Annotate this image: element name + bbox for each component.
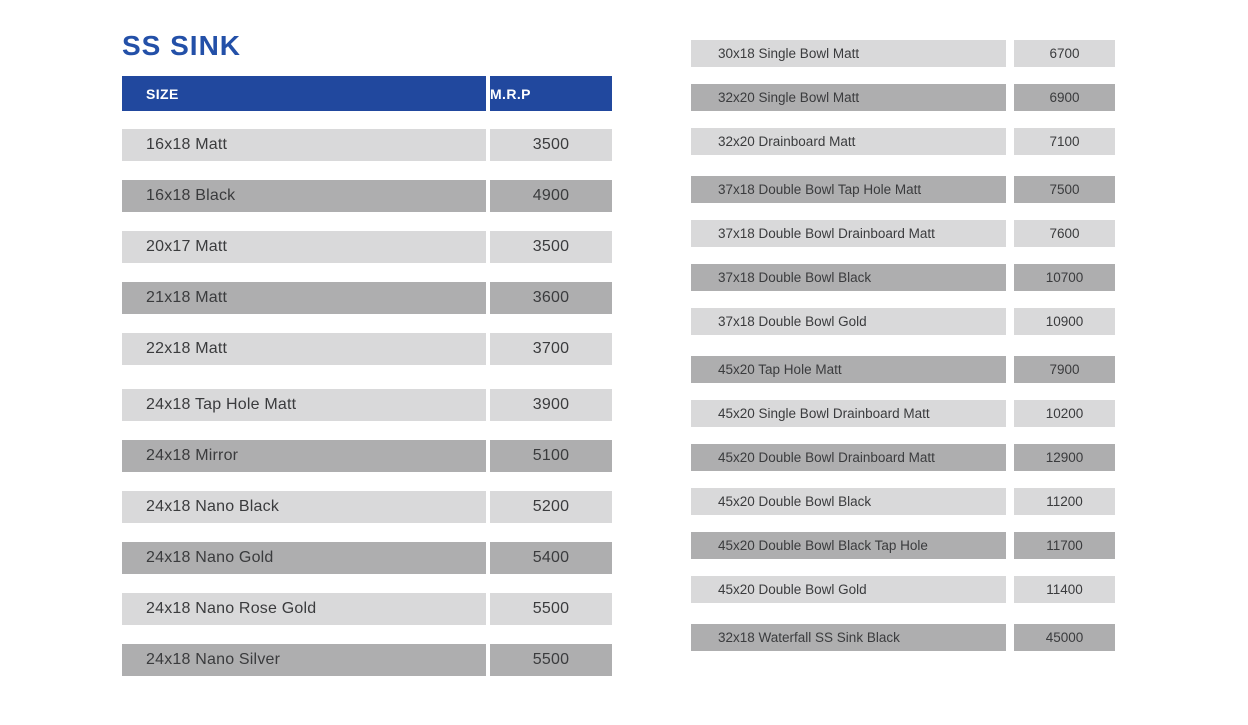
size-cell: 32x20 Drainboard Matt [691,128,1006,155]
price-cell: 4900 [490,180,612,212]
size-cell: 37x18 Double Bowl Drainboard Matt [691,220,1006,247]
table-row [691,264,1115,291]
row-group [691,624,1115,651]
size-cell: 32x18 Waterfall SS Sink Black [691,624,1006,651]
price-cell: 10200 [1014,400,1115,427]
table-row [691,532,1115,559]
price-cell: 11200 [1014,488,1115,515]
size-cell: 37x18 Double Bowl Gold [691,308,1006,335]
price-cell: 11700 [1014,532,1115,559]
table-row [691,576,1115,603]
price-cell: 3500 [490,231,612,263]
size-cell: 24x18 Tap Hole Matt [122,389,486,421]
table-row [691,444,1115,471]
table-row [691,220,1115,247]
left-column [122,30,612,695]
table-row [691,400,1115,427]
size-cell: 45x20 Single Bowl Drainboard Matt [691,400,1006,427]
size-cell: 20x17 Matt [122,231,486,263]
row-group [691,40,1115,155]
price-cell: 3500 [490,129,612,161]
table-row [691,624,1115,651]
price-cell: 5500 [490,644,612,676]
page-title: SS SINK [122,30,242,61]
price-cell: 3900 [490,389,612,421]
size-cell: 32x20 Single Bowl Matt [691,84,1006,111]
table-row [122,542,612,574]
price-cell: 6700 [1014,40,1115,67]
table-row [122,231,612,263]
table-row [122,644,612,676]
price-cell: 3700 [490,333,612,365]
price-cell: 7500 [1014,176,1115,203]
size-cell: 37x18 Double Bowl Tap Hole Matt [691,176,1006,203]
size-cell: 16x18 Black [122,180,486,212]
price-cell: 45000 [1014,624,1115,651]
table-row [122,129,612,161]
table-header-row [122,76,612,111]
left-price-table [122,129,612,676]
size-cell: 37x18 Double Bowl Black [691,264,1006,291]
table-row [122,333,612,365]
price-cell: 12900 [1014,444,1115,471]
size-cell: 24x18 Nano Rose Gold [122,593,486,625]
size-cell: 24x18 Nano Black [122,491,486,523]
price-cell: 7900 [1014,356,1115,383]
price-cell: 5400 [490,542,612,574]
price-cell: 5200 [490,491,612,523]
table-row [691,40,1115,67]
price-cell: 10900 [1014,308,1115,335]
price-cell: 5100 [490,440,612,472]
table-row [691,308,1115,335]
size-cell: 30x18 Single Bowl Matt [691,40,1006,67]
size-cell: 21x18 Matt [122,282,486,314]
table-row [691,128,1115,155]
size-column-header: SIZE [122,76,486,111]
price-cell: 7600 [1014,220,1115,247]
row-group [122,129,612,365]
size-cell: 45x20 Double Bowl Black [691,488,1006,515]
size-cell: 24x18 Nano Silver [122,644,486,676]
price-cell: 10700 [1014,264,1115,291]
size-cell: 24x18 Mirror [122,440,486,472]
price-cell: 5500 [490,593,612,625]
size-cell: 22x18 Matt [122,333,486,365]
table-row [122,593,612,625]
right-column [691,40,1115,668]
table-row [691,84,1115,111]
size-cell: 45x20 Tap Hole Matt [691,356,1006,383]
row-group [122,389,612,676]
price-cell: 7100 [1014,128,1115,155]
table-row [122,180,612,212]
table-row [691,356,1115,383]
size-cell: 45x20 Double Bowl Drainboard Matt [691,444,1006,471]
price-cell: 11400 [1014,576,1115,603]
table-row [122,491,612,523]
table-row [691,488,1115,515]
row-group [691,356,1115,603]
right-price-table [691,40,1115,651]
table-row [122,282,612,314]
size-cell: 45x20 Double Bowl Black Tap Hole [691,532,1006,559]
size-cell: 16x18 Matt [122,129,486,161]
table-row [122,389,612,421]
table-row [122,440,612,472]
size-cell: 24x18 Nano Gold [122,542,486,574]
price-cell: 6900 [1014,84,1115,111]
price-cell: 3600 [490,282,612,314]
mrp-column-header: M.R.P [490,76,612,111]
row-group [691,176,1115,335]
size-cell: 45x20 Double Bowl Gold [691,576,1006,603]
table-row [691,176,1115,203]
